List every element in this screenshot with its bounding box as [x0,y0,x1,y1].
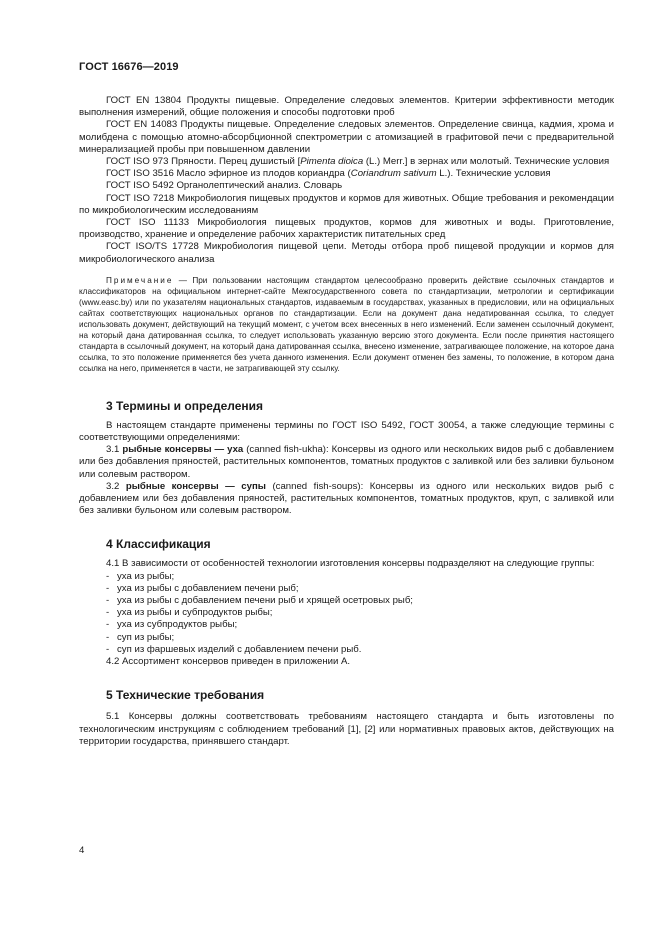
clause-4-1: 4.1 В зависимости от особенностей технологии изготовления консервы подразделяют на следующие группы: [106,558,595,570]
section-5-title: 5 Технические требования [106,688,265,703]
clause-5-1: 5.1 Консервы должны соответствовать требованиям настоящего стандарта и быть изготовлены по технологическим инструкциям с соблюдением требований [1], [2] или нормативных правовых актов, действующих на территории государства, принявшего стандарт. [79,711,614,747]
ref-iso-3516: ГОСТ ISO 3516 Масло эфирное из плодов кориандра (Coriandrum sativum L.). Технические условия [106,168,551,180]
list-item: - уха из рыбы с добавлением печени рыб; [106,582,299,594]
term-3-1: 3.1 рыбные консервы — уха (canned fish-ukha): Консервы из одного или нескольких видов рыб с добавлением или без добавления пряностей, растительных компонентов, томатных продуктов с заливкой или без заливки бульоном или солевым раствором. [79,444,614,480]
list-item: - суп из рыбы; [106,631,175,643]
list-item: - суп из фаршевых изделий с добавлением печени рыб. [106,643,362,655]
list-item: - уха из субпродуктов рыбы; [106,619,238,631]
doc-code-header: ГОСТ 16676—2019 [79,61,179,73]
ref-iso-5492: ГОСТ ISO 5492 Органолептический анализ. Словарь [106,180,343,192]
note-label: Примечание [106,275,174,285]
section-4-title: 4 Классификация [106,537,211,552]
ref-en-14083: ГОСТ EN 14083 Продукты пищевые. Определение следовых элементов. Определение свинца, кадмия, хрома и молибдена с помощью атомно-абсорбционной спектрометрии с атомизацией в графитовой печи с предварительной минерализацией пробы при повышенном давлении [79,119,614,155]
ref-iso-973: ГОСТ ISO 973 Пряности. Перец душистый [Pimenta dioica (L.) Merr.] в зернах или молотый. Технические условия [106,156,610,168]
list-item: - уха из рыбы; [106,570,175,582]
ref-iso-ts-17728: ГОСТ ISO/TS 17728 Микробиология пищевой цепи. Методы отбора проб пищевой продукции и кормов для микробиологического анализа [79,241,614,265]
section-3-title: 3 Термины и определения [106,398,264,413]
ref-en-13804: ГОСТ EN 13804 Продукты пищевые. Определение следовых элементов. Критерии эффективности методик выполнения измерений, общие положения и способы подготовки проб [79,95,614,119]
page-content [79,95,614,748]
note-paragraph: Примечание — При пользовании настоящим стандартом целесообразно проверить действие ссылочных стандартов и классификаторов на официальном интернет-сайте Межгосударственного совета по стандартизации, метрологии и сертификации (www.easc.by) или по указателям национальных стандартов, издаваемым в государствах, указанных в предисловии, или на официальных сайтах соответствующих национальных органов по стандартизации. Если на документ дана недатированная ссылка, то следует использовать документ, действующий на текущий момент, с учетом всех внесенных в него изменений. Если заменен ссылочный документ, на который дана датированная ссылка, то следует использовать указанную версию этого документа. Если после принятия настоящего стандарта в ссылочный документ, на который дана датированная ссылка, внесено изменение, затрагивающее положение, на которое дана ссылка, то это положение применяется без учета данного изменения. Если документ отменен без замены, то положение, в котором дана ссылка на него, применяется в части, не затрагивающей эту ссылку. [79,275,614,373]
section-3-intro: В настоящем стандарте применены термины по ГОСТ ISO 5492, ГОСТ 30054, а также следующие термины с соответствующими определениями: [79,419,614,444]
ref-iso-11133: ГОСТ ISO 11133 Микробиология пищевых продуктов, кормов для животных и воды. Приготовление, производство, хранение и определение рабочих характеристик питательных сред [79,217,614,241]
page-number: 4 [79,845,85,856]
list-item: - уха из рыбы с добавлением печени рыб и хрящей осетровых рыб; [106,595,413,607]
ref-iso-7218: ГОСТ ISO 7218 Микробиология пищевых продуктов и кормов для животных. Общие требования и рекомендации по микробиологическим исследованиям [79,192,614,216]
clause-4-2: 4.2 Ассортимент консервов приведен в приложении А. [106,656,351,668]
list-item: - уха из рыбы и субпродуктов рыбы; [106,607,273,619]
term-3-2: 3.2 рыбные консервы — супы (canned fish-soups): Консервы из одного или нескольких видов рыб с добавлением или без добавления пряностей, растительных компонентов, томатных продуктов, круп, с заливкой или без заливки бульоном или солевым раствором. [79,480,614,517]
